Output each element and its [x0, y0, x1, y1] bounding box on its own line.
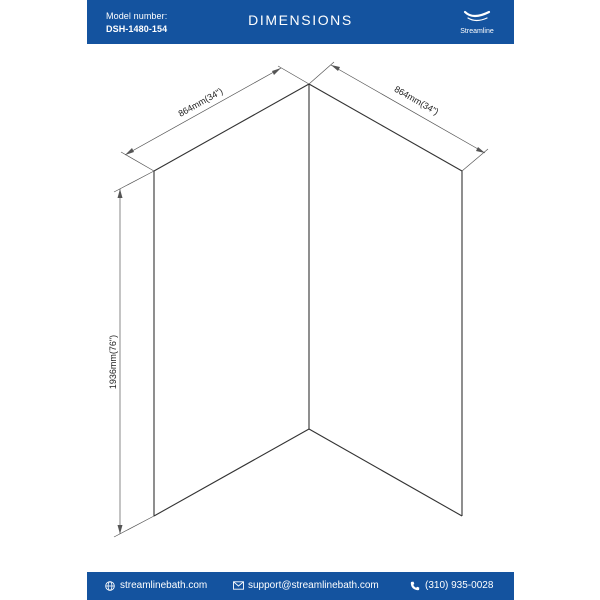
- dimension-lines: [114, 62, 488, 537]
- website-link[interactable]: streamlinebath.com: [120, 580, 208, 591]
- header-bar: [87, 0, 514, 44]
- left-width-arrow-start: [125, 148, 134, 155]
- right-panel-top-edge: [309, 84, 462, 171]
- dimension-drawing: [87, 44, 514, 572]
- height-label: 1936mm(76"): [108, 334, 118, 390]
- right-panel-bottom-edge: [309, 429, 462, 516]
- right-width-extension-start: [309, 62, 334, 84]
- footer-bar: [87, 572, 514, 600]
- left-panel-top-edge: [154, 84, 309, 171]
- left-panel-bottom-edge: [154, 429, 309, 516]
- dimension-arrows: [118, 65, 486, 534]
- dimension-labels: [108, 84, 440, 389]
- right-width-arrow-end: [476, 147, 485, 153]
- spec-sheet-page: [87, 0, 514, 600]
- email-link[interactable]: support@streamlinebath.com: [248, 580, 379, 591]
- phone-link[interactable]: (310) 935-0028: [425, 580, 494, 591]
- left-width-label: 864mm(34"): [176, 85, 225, 119]
- brand-logo: [455, 8, 499, 38]
- left-width-arrow-end: [272, 68, 281, 75]
- logo-text: Streamline: [460, 28, 494, 35]
- phone-icon: [410, 581, 420, 591]
- right-width-arrow-start: [331, 65, 340, 71]
- model-label: Model number:: [106, 11, 168, 21]
- model-number: DSH-1480-154: [106, 24, 168, 34]
- right-width-label: 864mm(34"): [392, 83, 441, 117]
- wave-logo-icon: [463, 8, 491, 26]
- page-title: DIMENSIONS: [248, 12, 353, 28]
- envelope-icon: [233, 581, 244, 590]
- left-width-dimension-line: [125, 68, 281, 155]
- height-arrow-top: [118, 189, 123, 198]
- left-width-extension-end: [278, 66, 309, 84]
- shower-panel-outline: [154, 84, 462, 516]
- globe-icon: [105, 581, 115, 591]
- height-extension-top: [114, 171, 154, 192]
